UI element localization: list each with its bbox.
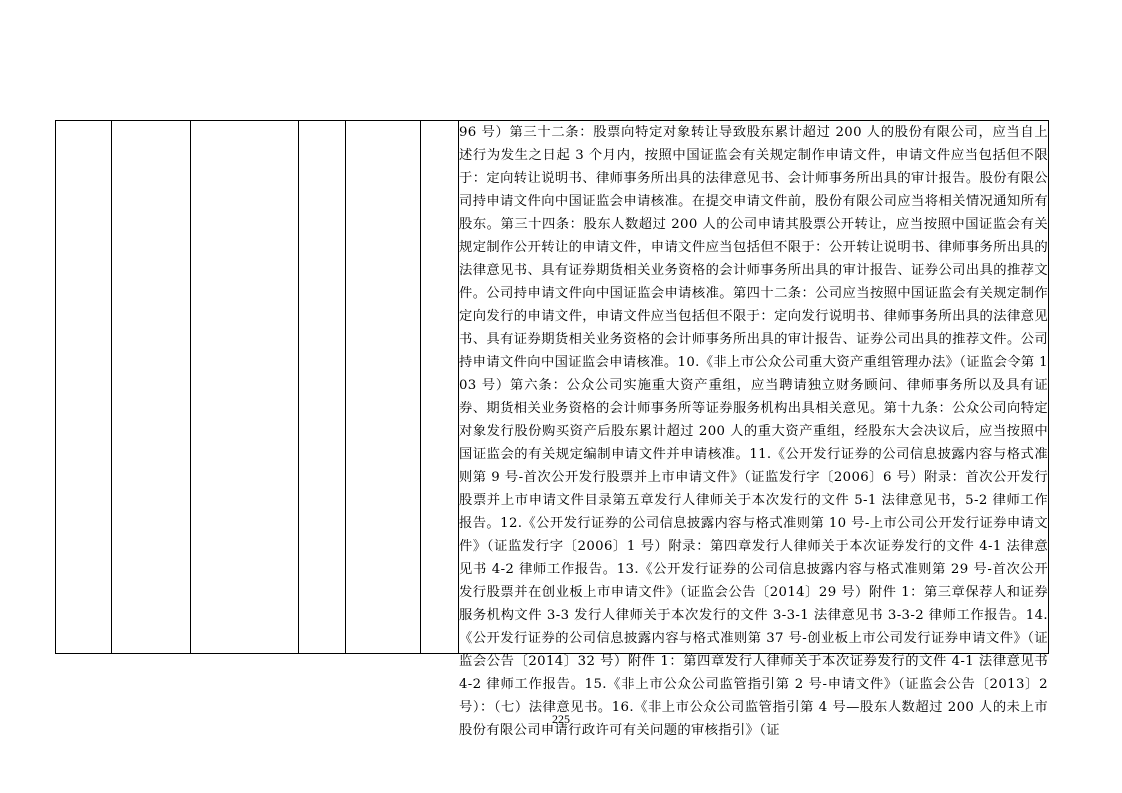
table-cell-5 [346,121,421,654]
table-cell-2 [112,121,191,654]
table-cell-1 [56,121,112,654]
page-number: 225 [552,712,570,726]
table-cell-6 [421,121,459,654]
table-row [56,121,1049,654]
legal-basis-text: 96 号）第三十二条：股票向特定对象转让导致股东累计超过 200 人的股份有限公司，应当自上述行为发生之日起 3 个月内，按照中国证监会有关规定制作申请文件，申请文件应当包括但不限于：定向转让说明书、律师事务所出具的法律意见书、会计师事务所出具的审计报告。股份有限公司持申请文件向中国证监会申请核准。在提交申请文件前，股份有限公司应当将相关情况通知所有股东。第三十四条：股东人数超过 200 人的公司申请其股票公开转让，应当按照中国证监会有关规定制作公开转让的申请文件，申请文件应当包括但不限于：公开转让说明书、律师事务所出具的法律意见书、具有证券期货相关业务资格的会计师事务所出具的审计报告、证券公司出具的推荐文件。公司持申请文件向中国证监会申请核准。第四十二条：公司应当按照中国证监会有关规定制作定向发行的申请文件，申请文件应当包括但不限于：定向发行说明书、律师事务所出具的法律意见书、具有证券期货相关业务资格的会计师事务所出具的审计报告、证券公司出具的推荐文件。公司持申请文件向中国证监会申请核准。10.《非上市公众公司重大资产重组管理办法》（证监会令第 103 号）第六条：公众公司实施重大资产重组，应当聘请独立财务顾问、律师事务所以及具有证券、期货相关业务资格的会计师事务所等证券服务机构出具相关意见。第十九条：公众公司向特定对象发行股份购买资产后股东累计超过 200 人的重大资产重组，经股东大会决议后，应当按照中国证监会的有关规定编制申请文件并申请核准。11.《公开发行证券的公司信息披露内容与格式准则第 9 号-首次公开发行股票并上市申请文件》（证监发行字〔2006〕6 号）附录：首次公开发行股票并上市申请文件目录第五章发行人律师关于本次发行的文件 5-1 法律意见书，5-2 律师工作报告。12.《公开发行证券的公司信息披露内容与格式准则第 10 号-上市公司公开发行证券申请文件》（证监发行字〔2006〕1 号）附录：第四章发行人律师关于本次证券发行的文件 4-1 法律意见书 4-2 律师工作报告。13.《公开发行证券的公司信息披露内容与格式准则第 29 号-首次公开发行股票并在创业板上市申请文件》（证监会公告〔2014〕29 号）附件 1：第三章保荐人和证券服务机构文件 3-3 发行人律师关于本次发行的文件 3-3-1 法律意见书 3-3-2 律师工作报告。14.《公开发行证券的公司信息披露内容与格式准则第 37 号-创业板上市公司发行证券申请文件》（证监会公告〔2014〕32 号）附件 1：第四章发行人律师关于本次证券发行的文件 4-1 法律意见书 4-2 律师工作报告。15.《非上市公众公司监管指引第 2 号-申请文件》（证监会公告〔2013〕2 号）：（七）法律意见书。16.《非上市公众公司监管指引第 4 号—股东人数超过 200 人的未上市股份有限公司申请行政许可有关问题的审核指引》（证 [459,125,1048,738]
table-cell-4 [299,121,346,654]
table-cell-3 [191,121,299,654]
